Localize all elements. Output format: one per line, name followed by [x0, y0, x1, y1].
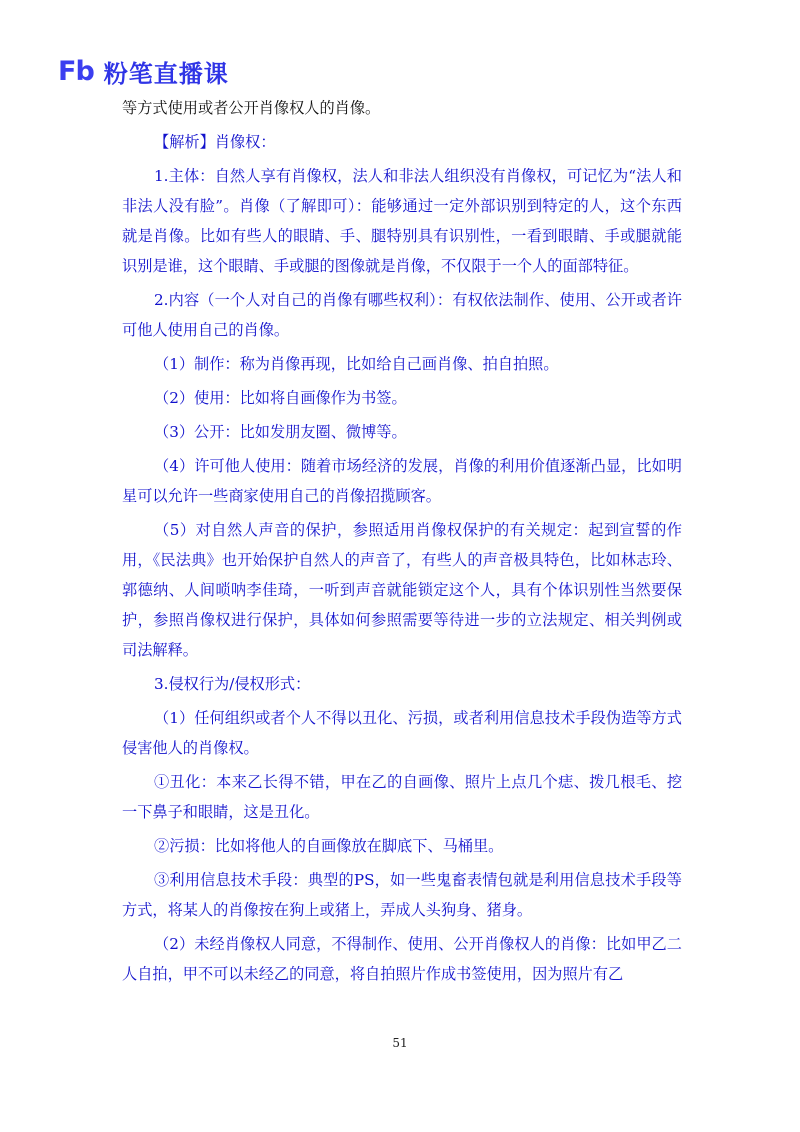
paragraph-defile: ②污损：比如将他人的自画像放在脚底下、马桶里。 [154, 837, 504, 855]
paragraph-continuation: 等方式使用或者公开肖像权人的肖像。 [122, 99, 381, 117]
header [58, 54, 229, 89]
paragraph-content: 2.内容（一个人对自己的肖像有哪些权利）：有权依法制作、使用、公开或者许可他人使用自己的肖像。 [122, 291, 682, 339]
page-number: 51 [392, 1036, 408, 1050]
paragraph-infringement-1: （1）任何组织或者个人不得以丑化、污损，或者利用信息技术手段伪造等方式侵害他人的肖像权。 [122, 709, 682, 757]
paragraph-uglify: ①丑化：本来乙长得不错，甲在乙的自画像、照片上点几个痣、拨几根毛、挖一下鼻子和眼睛，这是丑化。 [122, 773, 682, 821]
paragraph-item-3: （3）公开：比如发朋友圈、微博等。 [154, 423, 407, 441]
document-body [122, 93, 682, 989]
paragraph-info-tech: ③利用信息技术手段：典型的PS，如一些鬼畜表情包就是利用信息技术手段等方式，将某人的肖像按在狗上或猪上，弄成人头狗身、猪身。 [122, 871, 682, 919]
paragraph-item-5: （5）对自然人声音的保护，参照适用肖像权保护的有关规定：起到宣誓的作用，《民法典》也开始保护自然人的声音了，有些人的声音极具特色，比如林志玲、郭德纳、人间唢呐李佳琦，一听到声音就能锁定这个人，具有个体识别性当然要保护，参照肖像权进行保护，具体如何参照需要等待进一步的立法规定、相关判例或司法解释。 [122, 521, 682, 659]
paragraph-subject: 1.主体：自然人享有肖像权，法人和非法人组织没有肖像权，可记忆为“法人和非法人没有脸”。肖像（了解即可）：能够通过一定外部识别到特定的人，这个东西就是肖像。比如有些人的眼睛、手、腿特别具有识别性，一看到眼睛、手或腿就能识别是谁，这个眼睛、手或腿的图像就是肖像，不仅限于一个人的面部特征。 [122, 167, 682, 275]
brand-name: 粉笔直播课 [103, 60, 229, 88]
fenbi-logo-icon: Fb [58, 56, 94, 87]
paragraph-item-1: （1）制作：称为肖像再现，比如给自己画肖像、拍自拍照。 [154, 355, 559, 373]
paragraph-item-2: （2）使用：比如将自画像作为书签。 [154, 389, 407, 407]
paragraph-item-4: （4）许可他人使用：随着市场经济的发展，肖像的利用价值逐渐凸显，比如明星可以允许一些商家使用自己的肖像招揽顾客。 [122, 457, 682, 505]
paragraph-infringement-heading: 3.侵权行为/侵权形式： [154, 675, 311, 693]
paragraph-infringement-2: （2）未经肖像权人同意，不得制作、使用、公开肖像权人的肖像：比如甲乙二人自拍，甲不可以未经乙的同意，将自拍照片作成书签使用，因为照片有乙 [122, 935, 682, 983]
analysis-heading: 【解析】肖像权： [154, 133, 276, 151]
